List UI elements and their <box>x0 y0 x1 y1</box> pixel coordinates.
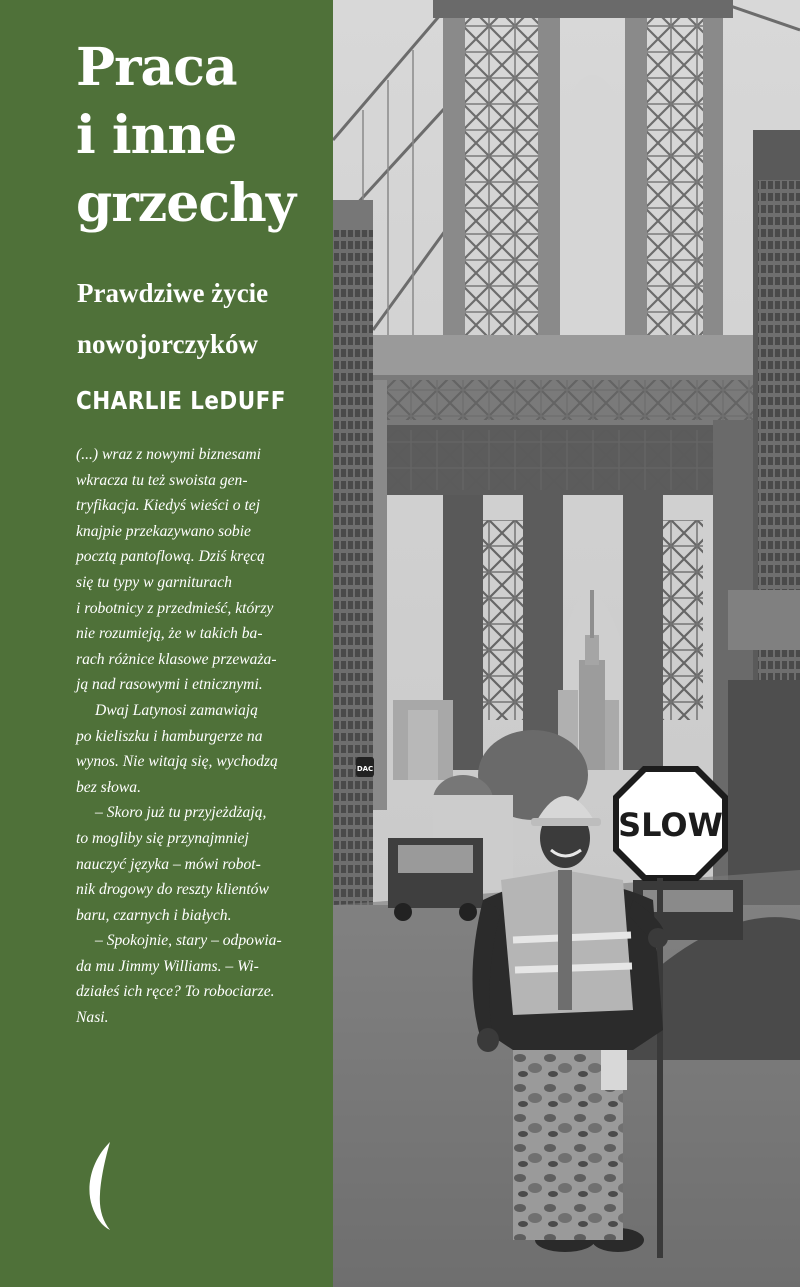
blurb-line: bez słowa. <box>76 778 141 796</box>
title-line: grzechy <box>76 173 296 234</box>
blurb-line: – Skoro już tu przyjeżdżają, <box>95 804 267 822</box>
blurb-line: ją nad rasowymi i etnicznymi. <box>76 676 263 694</box>
blurb-line: tryfikacja. Kiedyś wieści o tej <box>76 497 261 515</box>
book-title <box>76 34 295 238</box>
blurb-line: działeś ich ręce? To robociarze. <box>76 983 275 1001</box>
small-street-sign: DAC <box>356 765 374 773</box>
author-name: CHARLIE LeDUFF <box>76 386 286 415</box>
blurb-line: nauczyć języka – mówi robot- <box>76 855 261 873</box>
blurb-line: Nasi. <box>76 1009 109 1027</box>
blurb-line: nik drogowy do reszty klientów <box>76 881 269 899</box>
blurb-line: knajpie przekazywano sobie <box>76 522 251 540</box>
blurb-line: wynos. Nie witają się, wychodzą <box>76 753 278 771</box>
title-line: Praca <box>76 37 237 98</box>
cover-photo <box>333 0 800 1287</box>
blurb-line: pocztą pantoflową. Dziś kręcą <box>76 548 265 566</box>
bridge-street-photo <box>333 0 800 1287</box>
czarne-logo-icon <box>84 1140 112 1232</box>
blurb-line: się tu typy w garniturach <box>76 573 232 591</box>
blurb-line: – Spokojnie, stary – odpowia- <box>95 932 282 950</box>
blurb-excerpt <box>76 442 326 1031</box>
blurb-line: Dwaj Latynosi zamawiają <box>95 701 258 719</box>
green-panel <box>0 0 333 1287</box>
blurb-line: da mu Jimmy Williams. – Wi- <box>76 957 259 975</box>
blurb-line: po kieliszku i hamburgerze na <box>76 727 263 745</box>
blurb-line: to mogliby się przynajmniej <box>76 829 249 847</box>
blurb-line: i robotnicy z przedmieść, którzy <box>76 599 274 617</box>
subtitle-line: nowojorczyków <box>77 329 258 359</box>
subtitle-line: Prawdziwe życie <box>77 278 269 308</box>
blurb-line: (...) wraz z nowymi biznesami <box>76 446 261 463</box>
blurb-line: wkracza tu też swoista gen- <box>76 471 248 489</box>
blurb-line: rach różnice klasowe przeważa- <box>76 650 277 668</box>
blurb-line: nie rozumieją, że w takich ba- <box>76 625 263 643</box>
book-subtitle <box>77 268 268 370</box>
title-line: i inne <box>76 105 237 166</box>
blurb-line: baru, czarnych i białych. <box>76 906 232 924</box>
slow-sign-text: SLOW <box>618 806 723 844</box>
